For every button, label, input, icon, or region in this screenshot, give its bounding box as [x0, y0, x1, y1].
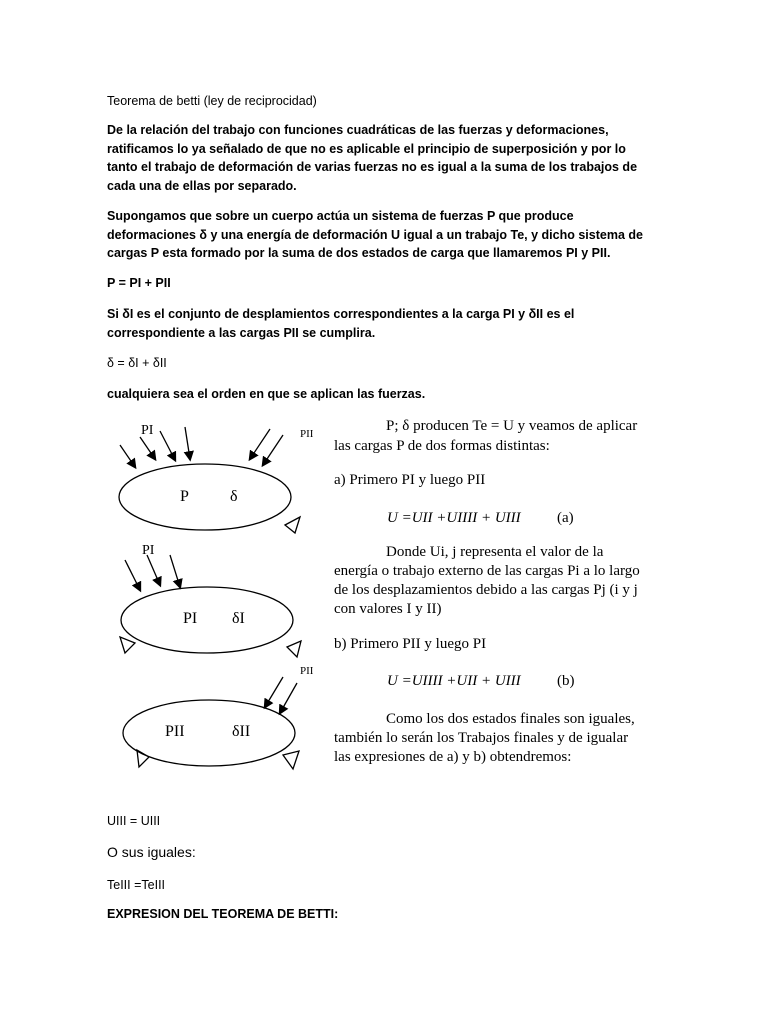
donde-line-4: con valores I y II) [334, 601, 442, 617]
body-ellipse-3 [123, 700, 295, 766]
intro-line-2: las cargas P de dos formas distintas: [334, 438, 550, 454]
paragraph-3: Si δI es el conjunto de desplamientos correspondientes a la carga PI y δII es el correspondiente a las cargas PII se cumplira. [107, 307, 575, 340]
support-triangle [283, 751, 299, 769]
support-triangle [120, 637, 135, 653]
donde-line-1: Donde Ui, j representa el valor de la [386, 544, 604, 560]
support-triangle [287, 641, 301, 657]
intro-line-1: P; δ producen Te = U y veamos de aplicar [386, 418, 638, 434]
body-ellipse-2 [121, 587, 293, 653]
como-paragraph [334, 710, 654, 767]
label-p1-top: PI [141, 423, 154, 438]
label-body2-d: δI [232, 610, 245, 627]
como-line-1: Como los dos estados finales son iguales, [386, 711, 635, 727]
equation-delta: δ = δI + δII [107, 356, 167, 370]
document-title: Teorema de betti (ley de reciprocidad) [107, 94, 317, 108]
label-p2-mid: PII [300, 665, 314, 677]
equation-p: P = PI + PII [107, 276, 171, 290]
subtitle: O sus iguales: [107, 844, 196, 860]
paragraph-2: Supongamos que sobre un cuerpo actúa un sistema de fuerzas P que produce deformaciones δ y una energía de deformación U igual a un trabajo Te, y dicho sistema de cargas P esta formado por la suma de dos estados de carga que llamaremos PI y PII. [107, 209, 643, 260]
support-triangle [285, 517, 300, 533]
case-b: b) Primero PII y luego PI [334, 636, 487, 652]
donde-line-3: de los desplazamientos debido a las cargas Pj (i y j [334, 582, 638, 598]
label-body2-p: PI [183, 610, 198, 627]
como-line-2: también lo serán los Trabajos finales y de igualar [334, 730, 629, 746]
equation-te: TeIII =TeIII [107, 878, 166, 892]
como-line-3: las expresiones de a) y b) obtendremos: [334, 749, 572, 765]
equation-u: UIII = UIII [107, 814, 161, 828]
donde-paragraph [334, 543, 654, 619]
equation-a: U =UII +UIIII + UIII [387, 510, 521, 526]
label-body1-p: P [180, 488, 189, 505]
case-a: a) Primero PI y luego PII [334, 472, 486, 488]
body-ellipse-1 [119, 464, 291, 530]
body-diagrams [115, 415, 315, 785]
label-body3-d: δII [232, 723, 251, 740]
donde-line-2: energía o trabajo externo de las cargas Pi a lo largo [334, 563, 640, 579]
paragraph-4: cualquiera sea el orden en que se aplican las fuerzas. [107, 387, 426, 401]
equation-b: U =UIIII +UII + UIII [387, 673, 521, 689]
label-body1-d: δ [230, 488, 238, 505]
paragraph-1: De la relación del trabajo con funciones cuadráticas de las fuerzas y deformaciones, ratificamos lo ya señalado de que no es aplicable el principio de superposición y por lo tanto el trabajo de deformación de varias fuerzas no es igual a la suma de los trabajos de cada una de ellas por separado. [107, 123, 638, 193]
equation-a-tag: (a) [557, 510, 574, 526]
equation-b-tag: (b) [557, 673, 575, 689]
label-p2-top: PII [300, 428, 314, 440]
betti-heading: EXPRESION DEL TEOREMA DE BETTI: [107, 907, 339, 921]
label-p1-mid: PI [142, 543, 155, 558]
figure-intro [334, 416, 654, 456]
label-body3-p: PII [165, 723, 185, 740]
